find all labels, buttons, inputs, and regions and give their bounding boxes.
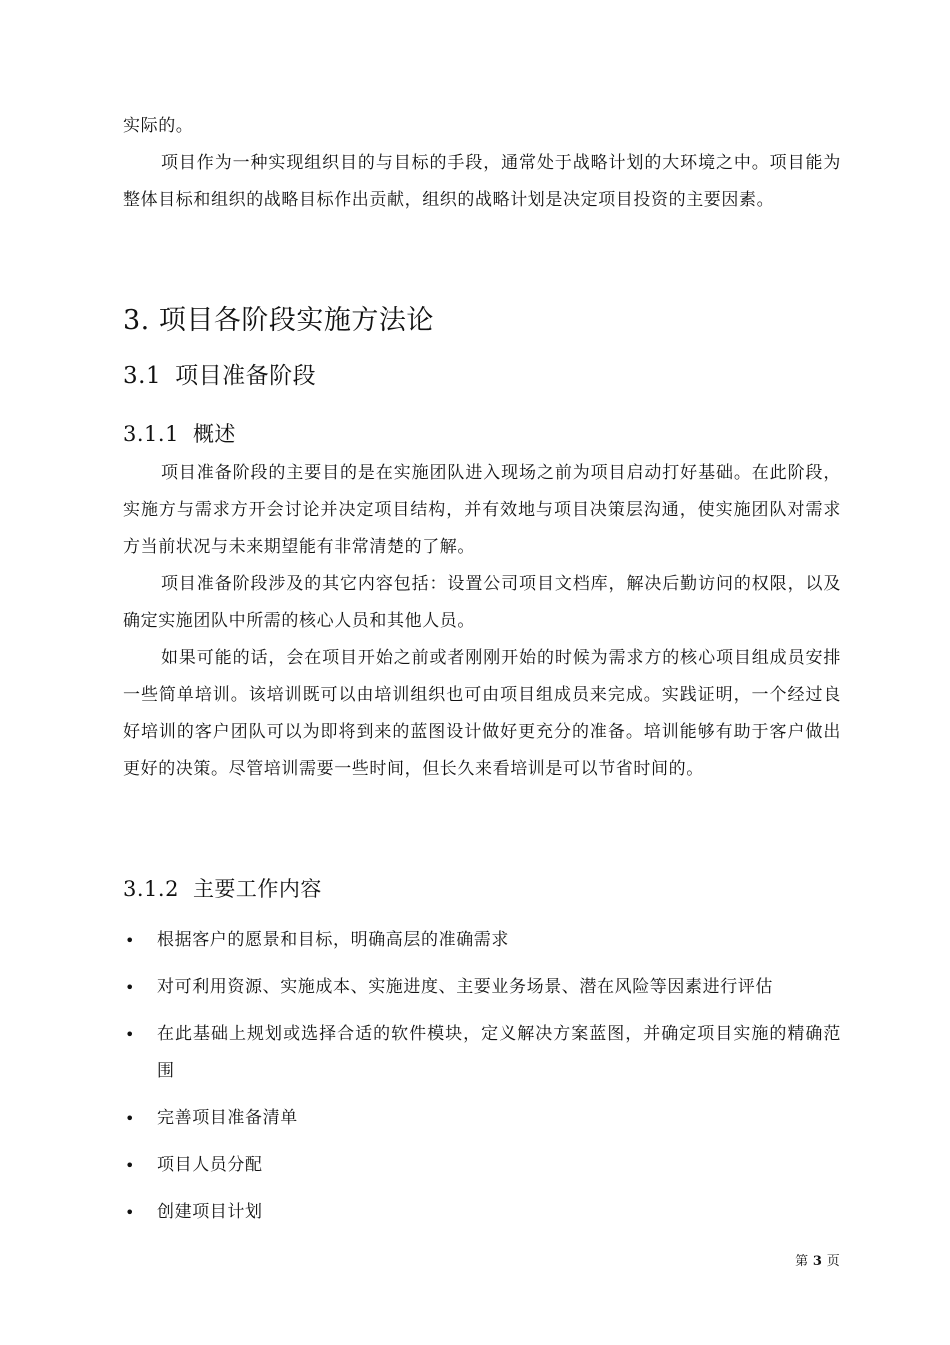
list-item-text: 根据客户的愿景和目标，明确高层的准确需求 [157, 930, 509, 950]
bullet-icon: • [125, 1109, 136, 1128]
list-item [123, 1194, 841, 1231]
section-3-1-2-heading [123, 873, 322, 903]
work-content-list [123, 922, 841, 1241]
section-3-1-1-heading [123, 418, 236, 448]
bullet-icon: • [125, 1025, 136, 1044]
section-3-1-title: 项目准备阶段 [175, 363, 317, 389]
intro-paragraph-end: 实际的。 [123, 116, 194, 136]
list-item-text: 创建项目计划 [157, 1202, 263, 1222]
list-item [123, 1016, 841, 1090]
section-3-1-heading [123, 357, 316, 390]
bullet-icon: • [125, 1156, 136, 1175]
section-3-1-1-number: 3.1.1 [123, 422, 179, 446]
list-item [123, 1147, 841, 1184]
list-item [123, 922, 841, 959]
section-3-heading: 3. 项目各阶段实施方法论 [123, 305, 434, 336]
page-number-footer [795, 1250, 840, 1269]
section-3-1-2-number: 3.1.2 [123, 877, 179, 901]
section-3-1-1-title: 概述 [192, 422, 236, 446]
bullet-icon: • [125, 978, 136, 997]
list-item [123, 969, 841, 1006]
intro-paragraph: 项目作为一种实现组织目的与目标的手段，通常处于战略计划的大环境之中。项目能为整体目标和组织的战略目标作出贡献，组织的战略计划是决定项目投资的主要因素。 [123, 153, 841, 210]
list-item-text: 在此基础上规划或选择合适的软件模块，定义解决方案蓝图，并确定项目实施的精确范围 [157, 1024, 841, 1081]
list-item-text: 完善项目准备清单 [157, 1108, 298, 1128]
list-item-text: 项目人员分配 [157, 1155, 263, 1175]
page-number: 3 [812, 1254, 823, 1269]
page-number-prefix: 第 [795, 1254, 809, 1269]
list-item [123, 1100, 841, 1137]
bullet-icon: • [125, 931, 136, 950]
bullet-icon: • [125, 1203, 136, 1222]
list-item-text: 对可利用资源、实施成本、实施进度、主要业务场景、潜在风险等因素进行评估 [157, 977, 773, 997]
page-number-suffix: 页 [826, 1254, 840, 1269]
overview-paragraph-1: 项目准备阶段的主要目的是在实施团队进入现场之前为项目启动打好基础。在此阶段，实施方与需求方开会讨论并决定项目结构，并有效地与项目决策层沟通，使实施团队对需求方当前状况与未来期望能有非常清楚的了解。 [123, 463, 841, 557]
overview-paragraph-2: 项目准备阶段涉及的其它内容包括：设置公司项目文档库，解决后勤访问的权限，以及确定实施团队中所需的核心人员和其他人员。 [123, 574, 841, 631]
section-3-1-2-title: 主要工作内容 [192, 877, 322, 901]
section-3-1-number: 3.1 [123, 363, 162, 389]
overview-paragraph-3: 如果可能的话，会在项目开始之前或者刚刚开始的时候为需求方的核心项目组成员安排一些简单培训。该培训既可以由培训组织也可由项目组成员来完成。实践证明，一个经过良好培训的客户团队可以为即将到来的蓝图设计做好更充分的准备。培训能够有助于客户做出更好的决策。尽管培训需要一些时间，但长久来看培训是可以节省时间的。 [123, 648, 841, 779]
